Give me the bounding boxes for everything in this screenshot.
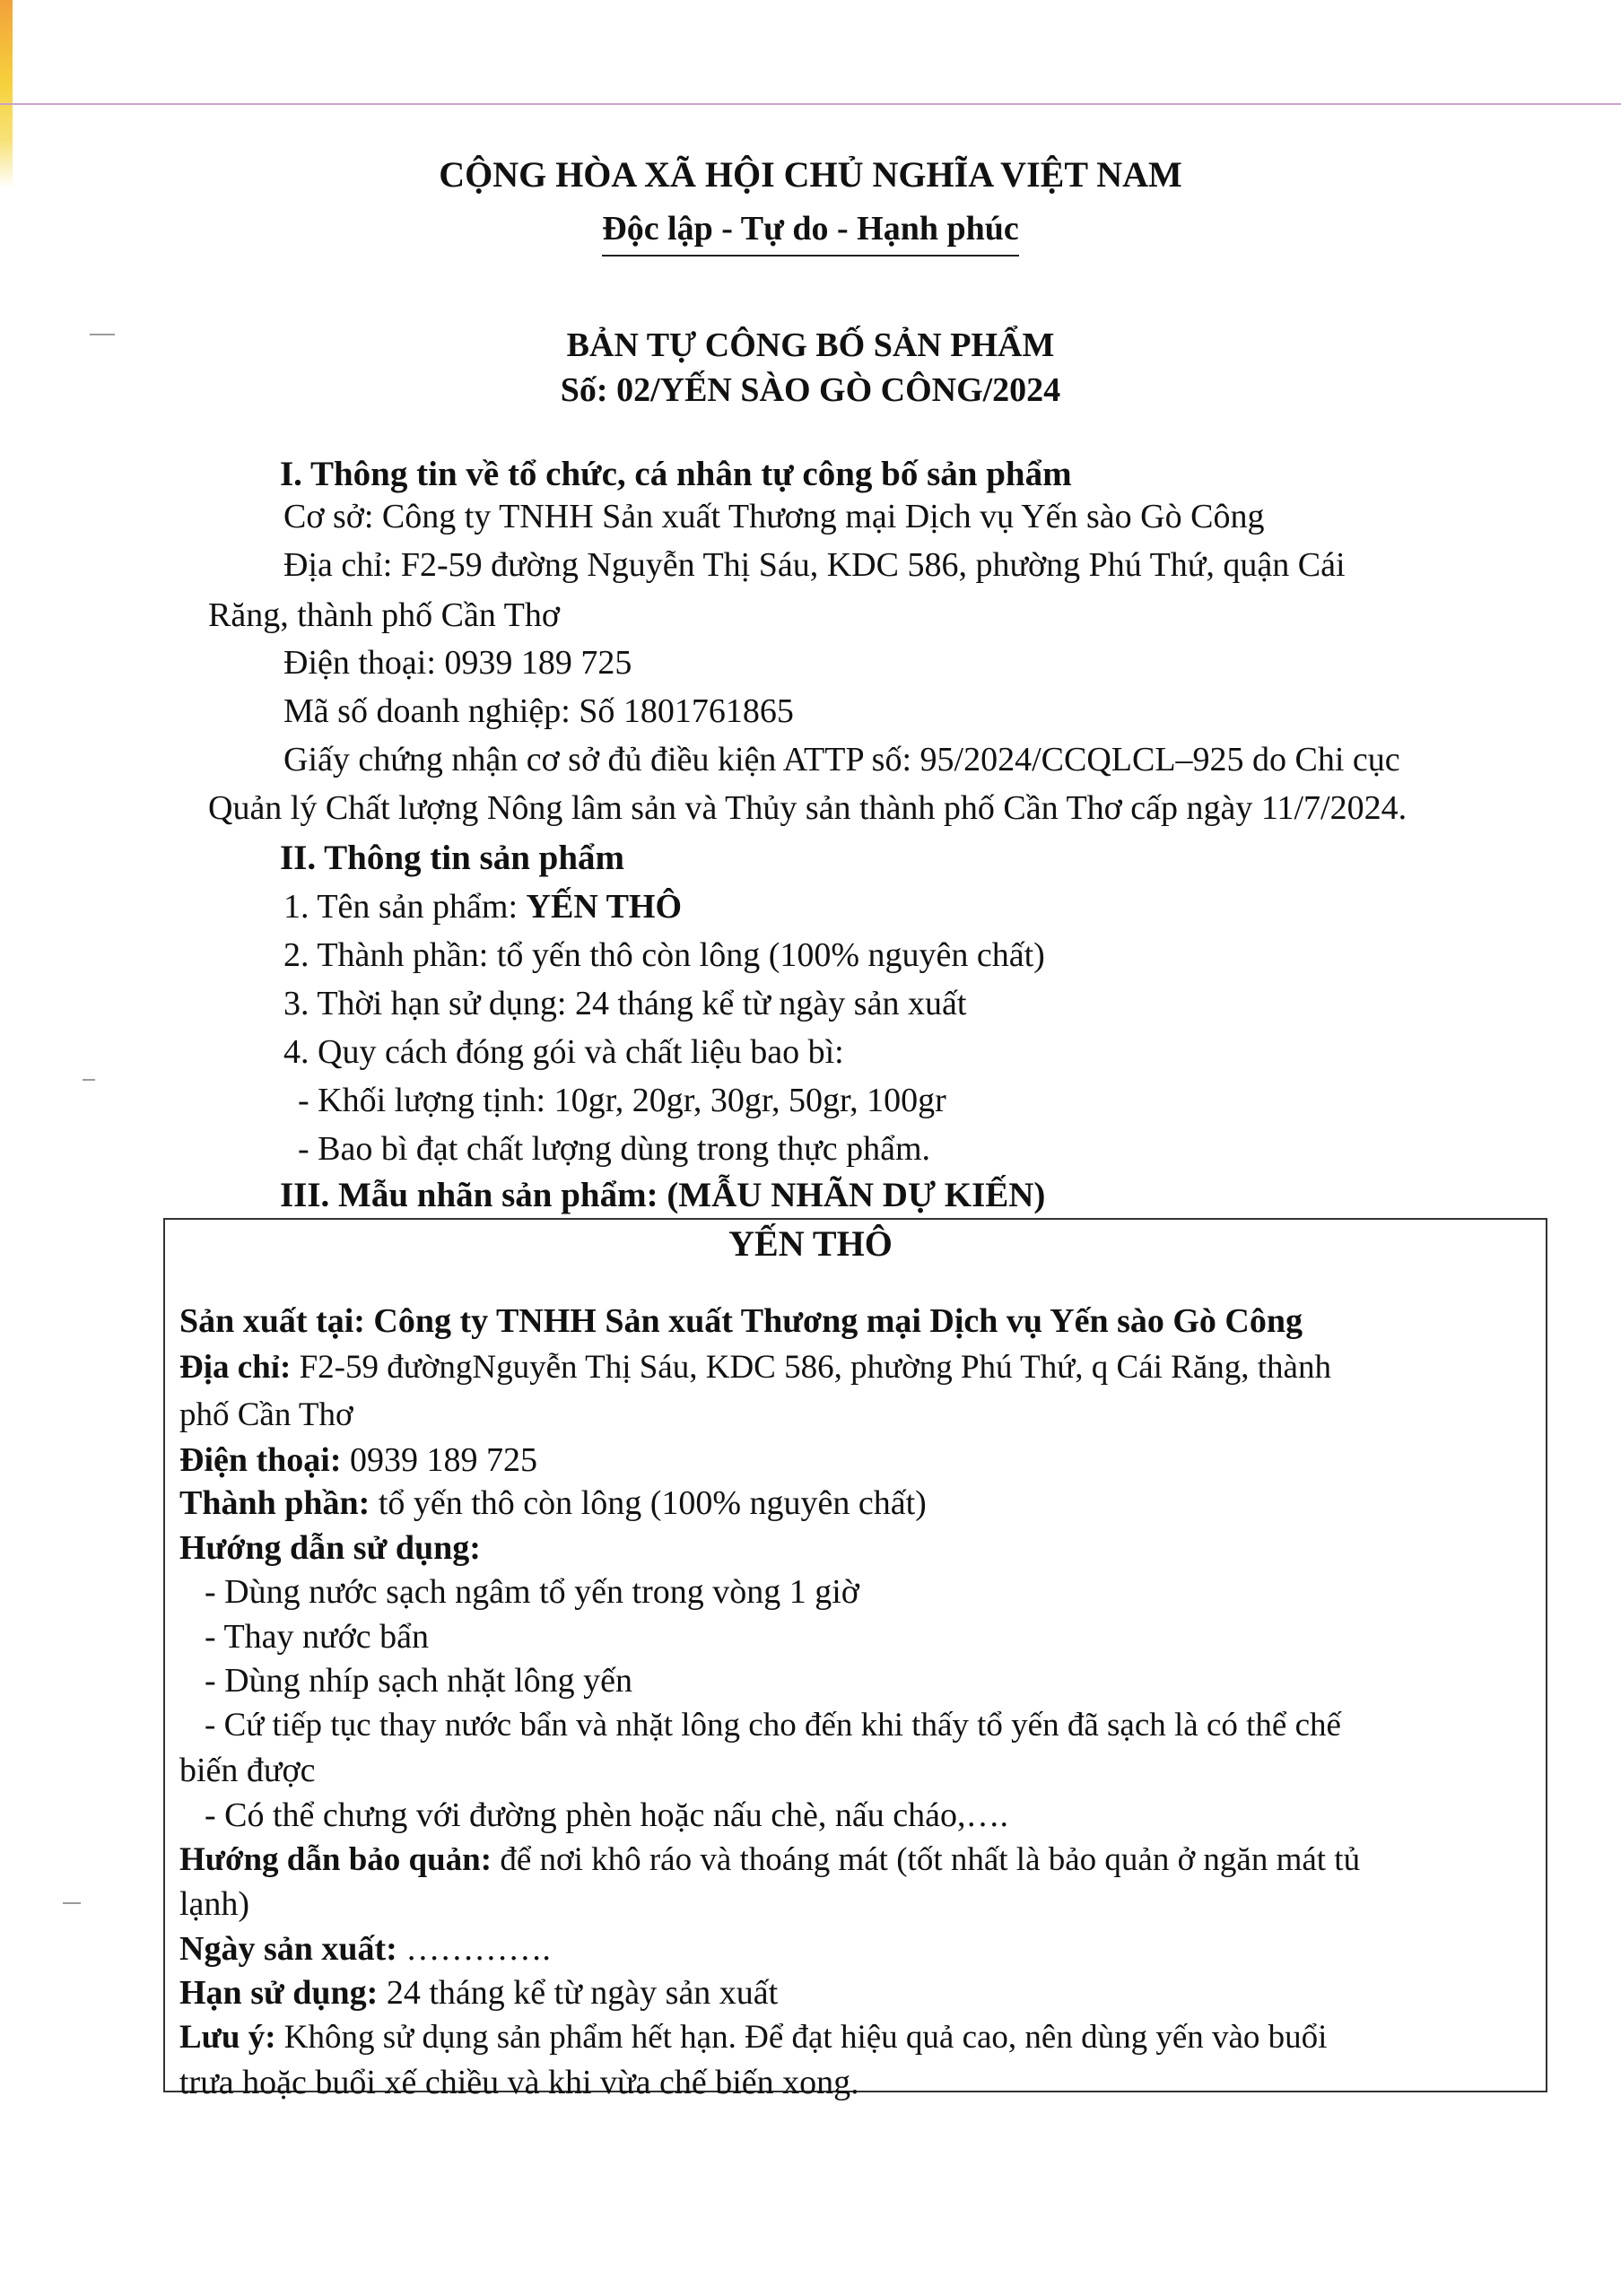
label-mfg-date bbox=[179, 1926, 551, 1971]
label-storage-value: để nơi khô ráo và thoáng mát (tốt nhất là bảo quản ở ngăn mát tủ bbox=[492, 1841, 1361, 1878]
document-title: BẢN TỰ CÔNG BỐ SẢN PHẨM bbox=[566, 326, 1055, 364]
section2-heading: II. Thông tin sản phẩm bbox=[280, 839, 625, 877]
ingredients-line: 2. Thành phần: tổ yến thô còn lông (100% nguyên chất) bbox=[283, 936, 1045, 974]
document-number: Số: 02/YẾN SÀO GÒ CÔNG/2024 bbox=[560, 371, 1061, 409]
address-line-1: Địa chỉ: F2-59 đường Nguyễn Thị Sáu, KDC 586, phường Phú Thứ, quận Cái bbox=[283, 546, 1346, 584]
net-weight-line: - Khối lượng tịnh: 10gr, 20gr, 30gr, 50gr, 100gr bbox=[298, 1082, 946, 1119]
shelf-life-line: 3. Thời hạn sử dụng: 24 tháng kể từ ngày sản xuất bbox=[283, 985, 967, 1022]
label-address-line-2: phố Cần Thơ bbox=[179, 1396, 353, 1433]
scan-speck bbox=[83, 1079, 95, 1081]
label-note-key: Lưu ý: bbox=[179, 2019, 276, 2056]
phone-line: Điện thoại: 0939 189 725 bbox=[283, 644, 632, 682]
packaging-spec-line: 4. Quy cách đóng gói và chất liệu bao bì: bbox=[283, 1033, 844, 1071]
label-producer: Sản xuất tại: Công ty TNHH Sản xuất Thương mại Dịch vụ Yến sào Gò Công bbox=[179, 1302, 1303, 1340]
label-note-value: Không sử dụng sản phẩm hết hạn. Để đạt hiệu quả cao, nên dùng yến vào buổi bbox=[275, 2019, 1328, 2056]
label-expiry-value: 24 tháng kể từ ngày sản xuất bbox=[378, 1974, 779, 2012]
product-name-label: 1. Tên sản phẩm: bbox=[283, 888, 527, 926]
usage-step: - Dùng nhíp sạch nhặt lông yến bbox=[205, 1662, 633, 1700]
packaging-quality-line: - Bao bì đạt chất lượng dùng trong thực phẩm. bbox=[298, 1130, 931, 1168]
product-name-value: YẾN THÔ bbox=[526, 888, 683, 926]
section3-heading: III. Mẫu nhãn sản phẩm: (MẪU NHÃN DỰ KIẾN) bbox=[280, 1176, 1046, 1214]
label-ingredients-key: Thành phần: bbox=[179, 1484, 370, 1522]
product-name-line bbox=[283, 884, 682, 929]
scan-top-rule bbox=[0, 103, 1621, 105]
label-phone-key: Điện thoại: bbox=[179, 1441, 342, 1479]
certificate-line-2: Quản lý Chất lượng Nông lâm sản và Thủy sản thành phố Cần Thơ cấp ngày 11/7/2024. bbox=[208, 789, 1407, 827]
label-mfg-key: Ngày sản xuất: bbox=[179, 1930, 397, 1968]
label-title: YẾN THÔ bbox=[728, 1223, 893, 1264]
label-note-line-2: trưa hoặc buổi xế chiều và khi vừa chế biến xong. bbox=[179, 2064, 859, 2101]
facility-line: Cơ sở: Công ty TNHH Sản xuất Thương mại Dịch vụ Yến sào Gò Công bbox=[283, 498, 1265, 535]
label-phone bbox=[179, 1438, 537, 1483]
label-storage-line-2: lạnh) bbox=[179, 1885, 250, 1923]
section1-heading: I. Thông tin về tổ chức, cá nhân tự công bố sản phẩm bbox=[280, 455, 1072, 493]
usage-step: - Thay nước bẩn bbox=[205, 1618, 429, 1656]
national-motto-wrap bbox=[0, 206, 1621, 257]
certificate-line-1: Giấy chứng nhận cơ sở đủ điều kiện ATTP số: 95/2024/CCQLCL–925 do Chi cục bbox=[283, 741, 1400, 778]
usage-step-continued: biến được bbox=[179, 1752, 316, 1789]
label-phone-value: 0939 189 725 bbox=[341, 1441, 537, 1479]
national-motto: Độc lập - Tự do - Hạnh phúc bbox=[602, 206, 1019, 257]
label-address bbox=[179, 1345, 1331, 1390]
label-ingredients-value: tổ yến thô còn lông (100% nguyên chất) bbox=[370, 1484, 927, 1522]
label-expiry bbox=[179, 1970, 778, 2015]
tax-code-line: Mã số doanh nghiệp: Số 1801761865 bbox=[283, 692, 794, 730]
label-ingredients bbox=[179, 1481, 927, 1526]
label-storage bbox=[179, 1838, 1360, 1883]
usage-step: - Cứ tiếp tục thay nước bẩn và nhặt lông cho đến khi thấy tổ yến đã sạch là có thể chế bbox=[205, 1707, 1341, 1744]
address-line-2: Răng, thành phố Cần Thơ bbox=[208, 596, 560, 634]
label-address-key: Địa chỉ: bbox=[179, 1349, 292, 1386]
usage-step: - Dùng nước sạch ngâm tổ yến trong vòng 1 giờ bbox=[205, 1573, 859, 1611]
national-title: CỘNG HÒA XÃ HỘI CHỦ NGHĨA VIỆT NAM bbox=[439, 154, 1182, 195]
label-note bbox=[179, 2015, 1327, 2060]
scan-speck bbox=[63, 1902, 81, 1904]
label-storage-key: Hướng dẫn bảo quản: bbox=[179, 1841, 492, 1878]
label-mfg-value: …………. bbox=[397, 1930, 551, 1968]
usage-step: - Có thể chưng với đường phèn hoặc nấu chè, nấu cháo,…. bbox=[205, 1796, 1009, 1834]
label-usage-heading: Hướng dẫn sử dụng: bbox=[179, 1529, 481, 1567]
label-address-value: F2-59 đườngNguyễn Thị Sáu, KDC 586, phường Phú Thứ, q Cái Răng, thành bbox=[291, 1349, 1331, 1386]
label-expiry-key: Hạn sử dụng: bbox=[179, 1974, 379, 2012]
